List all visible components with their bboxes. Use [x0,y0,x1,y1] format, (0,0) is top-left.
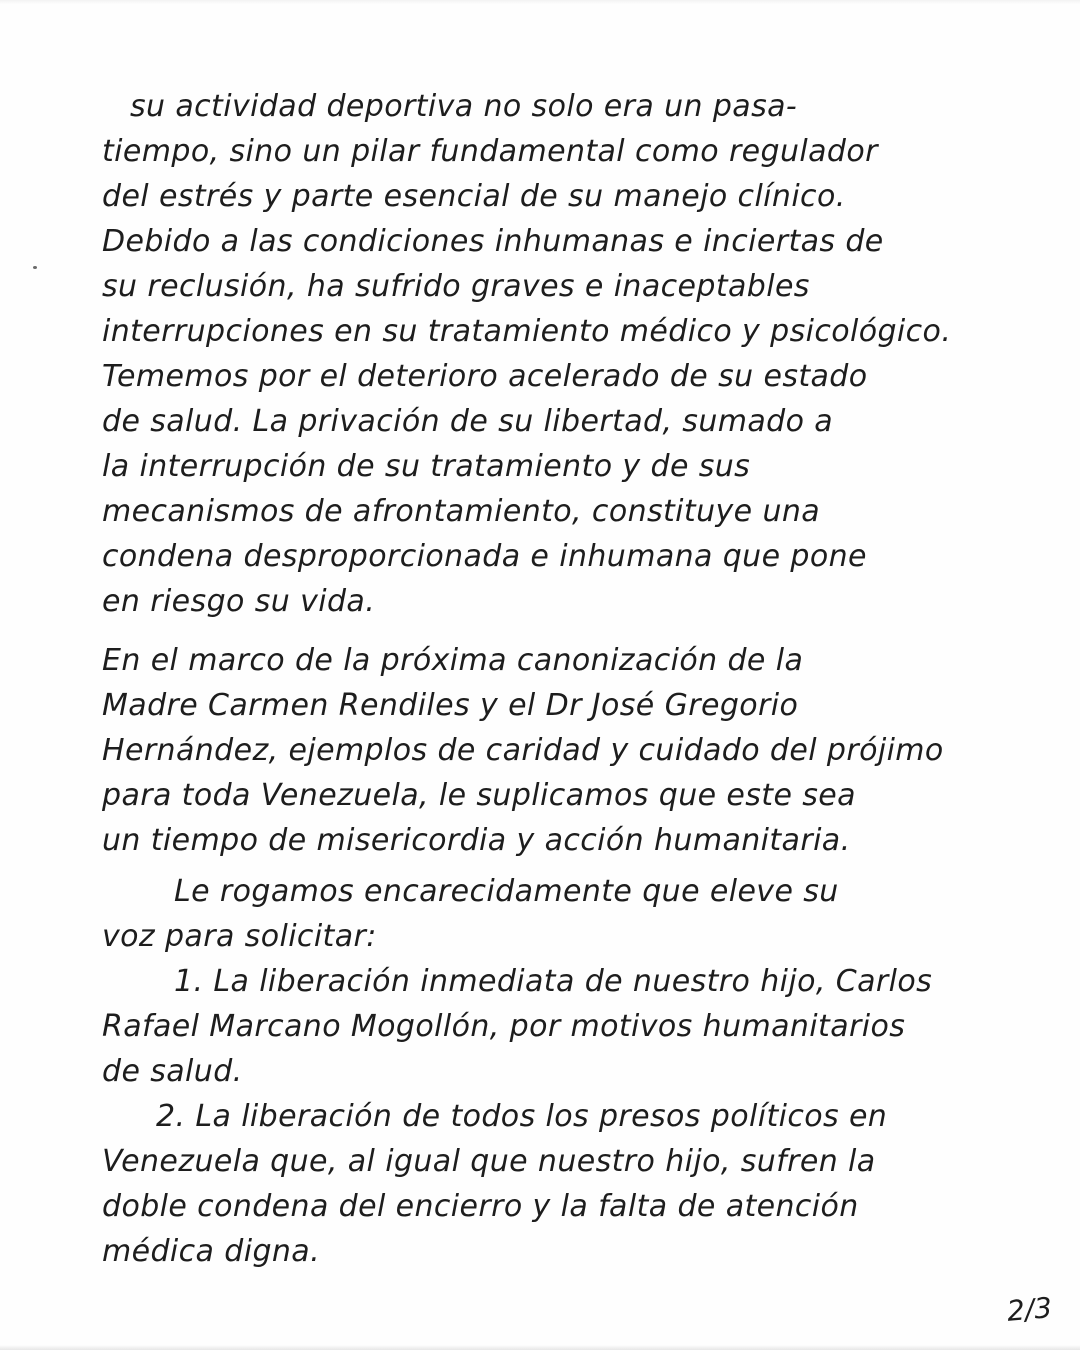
letter-line-4: Debido a las condiciones inhumanas e inciertas de [102,224,884,259]
letter-line-8: de salud. La privación de su libertad, sumado a [102,404,834,439]
letter-line-5: su reclusión, ha sufrido graves e inaceptables [102,269,810,304]
scan-artifact-bottom-edge [0,1345,1080,1350]
letter-line-13: En el marco de la próxima canonización de la [102,643,804,678]
letter-line-21: Rafael Marcano Mogollón, por motivos humanitarios [102,1009,906,1044]
letter-line-26: médica digna. [102,1234,321,1269]
scan-artifact-speck [33,266,37,269]
letter-line-11: condena desproporcionada e inhumana que pone [102,539,867,574]
letter-line-16: para toda Venezuela, le suplicamos que este sea [102,778,856,813]
letter-line-2: tiempo, sino un pilar fundamental como regulador [102,134,878,169]
letter-line-10: mecanismos de afrontamiento, constituye una [102,494,821,529]
letter-line-18: Le rogamos encarecidamente que eleve su [174,874,839,909]
letter-line-25: doble condena del encierro y la falta de atención [102,1189,859,1224]
letter-line-1: su actividad deportiva no solo era un pasa- [130,89,798,124]
scan-artifact-top-edge [0,0,1080,4]
letter-line-23: 2. La liberación de todos los presos políticos en [156,1099,888,1134]
letter-line-17: un tiempo de misericordia y acción humanitaria. [102,823,851,858]
page-number: 2/3 [1005,1291,1054,1328]
letter-line-24: Venezuela que, al igual que nuestro hijo, sufren la [102,1144,876,1179]
letter-line-14: Madre Carmen Rendiles y el Dr José Gregorio [102,688,799,723]
letter-line-7: Tememos por el deterioro acelerado de su estado [102,359,868,394]
letter-body [102,84,1014,1274]
letter-line-12: en riesgo su vida. [102,584,376,619]
letter-line-3: del estrés y parte esencial de su manejo clínico. [102,179,846,214]
letter-line-19: voz para solicitar: [102,919,377,954]
letter-line-20: 1. La liberación inmediata de nuestro hijo, Carlos [174,964,933,999]
letter-line-6: interrupciones en su tratamiento médico y psicológico. [102,314,952,349]
letter-line-9: la interrupción de su tratamiento y de sus [102,449,751,484]
letter-line-15: Hernández, ejemplos de caridad y cuidado del prójimo [102,733,944,768]
letter-line-22: de salud. [102,1054,243,1089]
